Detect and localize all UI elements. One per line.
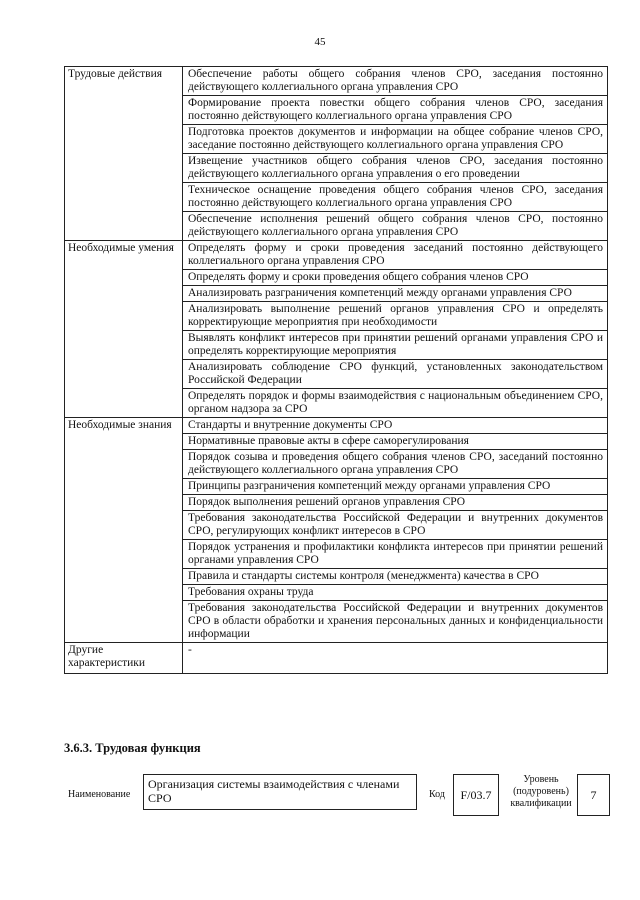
table-item: Порядок созыва и проведения общего собрания членов СРО, заседаний постоянно действующего коллегиального органа управления СРО [183,450,608,479]
table-item: Принципы разграничения компетенций между органами управления СРО [183,479,608,495]
table-row [65,241,608,270]
page-number: 45 [314,36,326,48]
table-row [65,418,608,434]
table-item: Правила и стандарты системы контроля (менеджмента) качества в СРО [183,569,608,585]
table-row [65,643,608,674]
table-item: Нормативные правовые акты в сфере саморегулирования [183,434,608,450]
level-label: Уровень (подуровень) квалификации [510,774,572,809]
section-title: 3.6.3. Трудовая функция [64,741,201,755]
table-item: Требования охраны труда [183,585,608,601]
table-item: Подготовка проектов документов и информации на общее собрание членов СРО, заседание постоянно действующего коллегиального органа управления СРО [183,125,608,154]
table-item: Обеспечение исполнения решений общего собрания членов СРО, постоянно действующего коллегиального органа управления СРО [183,212,608,241]
table-item: Порядок выполнения решений органов управления СРО [183,495,608,511]
table-item: Определять форму и сроки проведения заседаний постоянно действующего коллегиального органа управления СРО [183,241,608,270]
function-code-value: F/03.7 [453,774,499,816]
table-item: Определять форму и сроки проведения общего собрания членов СРО [183,270,608,286]
table-item: Анализировать выполнение решений органов управления СРО и определять корректирующие мероприятия при необходимости [183,302,608,331]
table-item: Формирование проекта повестки общего собрания членов СРО, заседания постоянно действующего коллегиального органа управления СРО [183,96,608,125]
competency-table-body [65,67,608,674]
table-item: Порядок устранения и профилактики конфликта интересов при принятии решений органами управления СРО [183,540,608,569]
table-item: Требования законодательства Российской Федерации и внутренних документов СРО в области обработки и хранения персональных данных и конфиденциальности информации [183,601,608,643]
row-label: Другие характеристики [65,643,183,674]
function-name-value: Организация системы взаимодействия с членами СРО [143,774,417,810]
table-item: Техническое оснащение проведения общего собрания членов СРО, заседания постоянно действующего коллегиального органа управления СРО [183,183,608,212]
table-item: - [183,643,608,674]
row-label: Необходимые знания [65,418,183,643]
table-row [65,67,608,96]
table-item: Обеспечение работы общего собрания членов СРО, заседания постоянно действующего коллегиального органа управления СРО [183,67,608,96]
table-item: Извещение участников общего собрания членов СРО, заседания постоянно действующего коллегиального органа управления о его проведении [183,154,608,183]
table-item: Стандарты и внутренние документы СРО [183,418,608,434]
name-label: Наименование [68,789,131,800]
table-item: Выявлять конфликт интересов при принятии решений органами управления СРО и определять корректирующие мероприятия [183,331,608,360]
function-row [64,774,612,814]
table-item: Анализировать соблюдение СРО функций, установленных законодательством Российской Федерации [183,360,608,389]
competency-table [64,66,608,674]
code-label: Код [429,789,445,800]
table-item: Определять порядок и формы взаимодействия с национальным объединением СРО, органом надзора за СРО [183,389,608,418]
function-level-value: 7 [577,774,610,816]
row-label: Необходимые умения [65,241,183,418]
row-label: Трудовые действия [65,67,183,241]
table-item: Анализировать разграничения компетенций между органами управления СРО [183,286,608,302]
table-item: Требования законодательства Российской Федерации и внутренних документов СРО, регулирующих конфликт интересов в СРО [183,511,608,540]
